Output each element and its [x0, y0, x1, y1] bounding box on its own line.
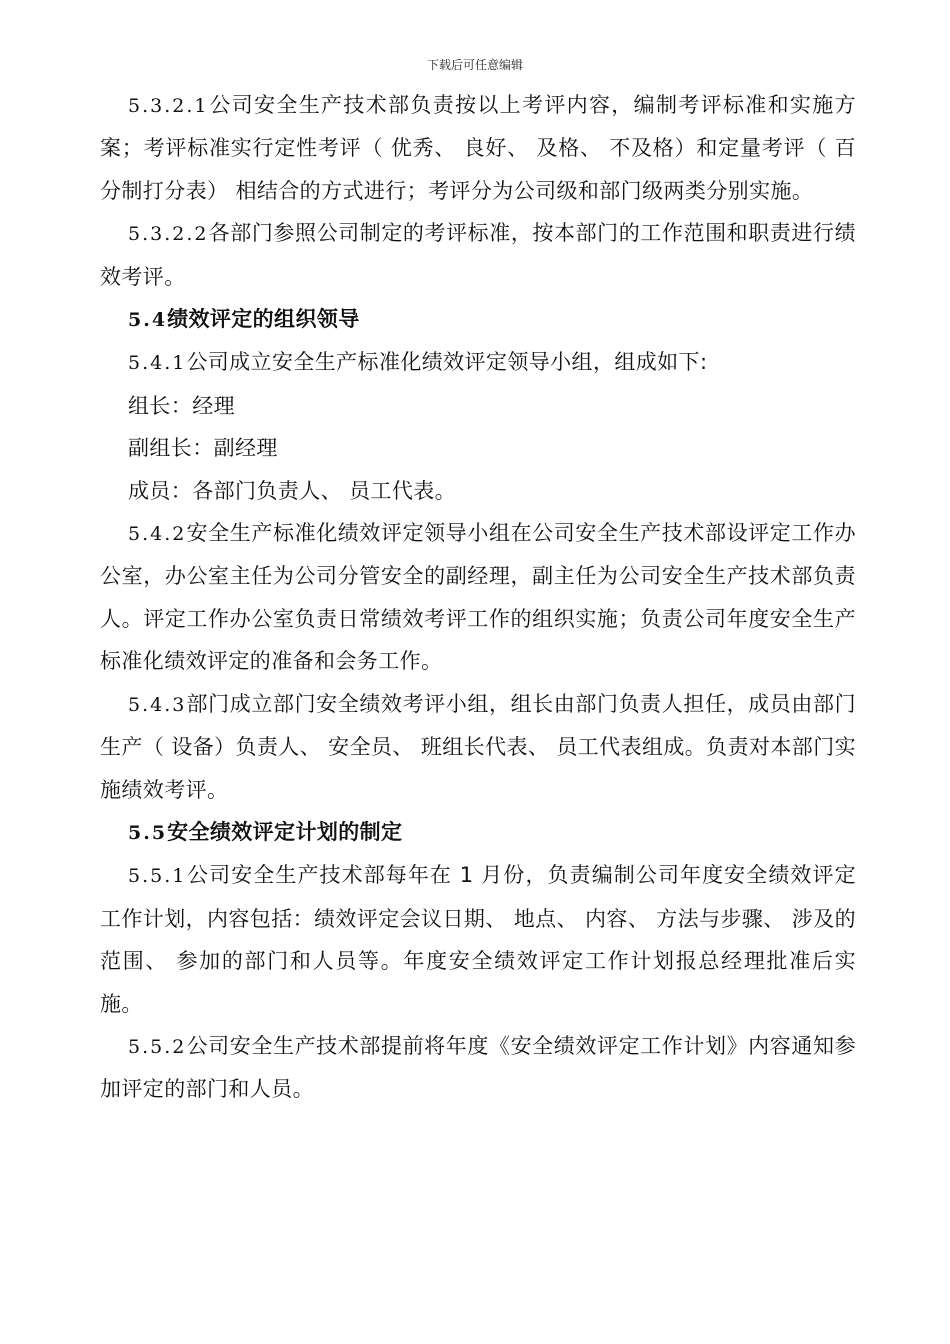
paragraph — [100, 1025, 856, 1111]
document-body — [100, 84, 856, 1111]
clause-number: 5.5.2 — [128, 1035, 187, 1058]
clause-number: 5.3.2.1 — [128, 95, 209, 117]
paragraph — [100, 84, 856, 212]
paragraph — [100, 854, 856, 1025]
paragraph — [100, 341, 856, 384]
clause-number: 5.4.2 — [128, 523, 187, 546]
clause-number: 5.5 — [128, 821, 168, 844]
section-heading — [100, 811, 856, 854]
paragraph-text: 公司安全生产技术部负责按以上考评内容，编制考评标准和实施方案；考评标准实行定性考评（ 优秀、 良好、 及格、 不及格）和定量考评（ 百分制打分表） 相结合的方式进行；考评分为公司级和部门级两类分别实施。 — [100, 93, 856, 203]
heading-text: 安全绩效评定计划的制定 — [167, 819, 403, 844]
paragraph — [100, 427, 856, 469]
paragraph — [100, 385, 856, 427]
paragraph-text: 部门成立部门安全绩效考评小组，组长由部门负责人担任，成员由部门生产（ 设备）负责人、 安全员、 班组长代表、 员工代表组成。负责对本部门实施绩效考评。 — [100, 691, 856, 802]
paragraph-text: 安全生产标准化绩效评定领导小组在公司安全生产技术部设评定工作办公室，办公室主任为公司分管安全的副经理，副主任为公司安全生产技术部负责人。评定工作办公室负责日常绩效考评工作的组织实施；负责公司年度安全生产标准化绩效评定的准备和会务工作。 — [100, 521, 856, 674]
paragraph-text: 副组长：副经理 — [128, 436, 278, 461]
paragraph-text: 公司成立安全生产标准化绩效评定领导小组，组成如下: — [186, 350, 708, 375]
paragraph — [100, 470, 856, 512]
paragraph-text: 组长：经理 — [128, 393, 235, 418]
paragraph-text: 公司安全生产技术部每年在 1 月份，负责编制公司年度安全绩效评定工作计划，内容包括：绩效评定会议日期、 地点、 内容、 方法与步骤、 涉及的范围、 参加的部门和人员等。年度安全绩效评定工作计划报总经理批准后实施。 — [100, 863, 856, 1016]
paragraph-text: 成员：各部门负责人、 员工代表。 — [128, 478, 457, 503]
page-header: 下载后可任意编辑 — [426, 58, 523, 72]
paragraph — [100, 683, 856, 811]
paragraph-text: 各部门参照公司制定的考评标准，按本部门的工作范围和职责进行绩效考评。 — [100, 221, 856, 289]
clause-number: 5.4.1 — [128, 352, 187, 375]
paragraph — [100, 512, 856, 683]
paragraph-text: 公司安全生产技术部提前将年度《安全绩效评定工作计划》内容通知参加评定的部门和人员。 — [100, 1033, 856, 1102]
heading-text: 绩效评定的组织领导 — [167, 307, 360, 332]
paragraph — [100, 212, 856, 298]
section-heading — [100, 298, 856, 341]
clause-number: 5.4 — [128, 309, 168, 332]
clause-number: 5.4.3 — [128, 693, 187, 716]
clause-number: 5.5.1 — [128, 865, 187, 888]
clause-number: 5.3.2.2 — [128, 223, 209, 246]
